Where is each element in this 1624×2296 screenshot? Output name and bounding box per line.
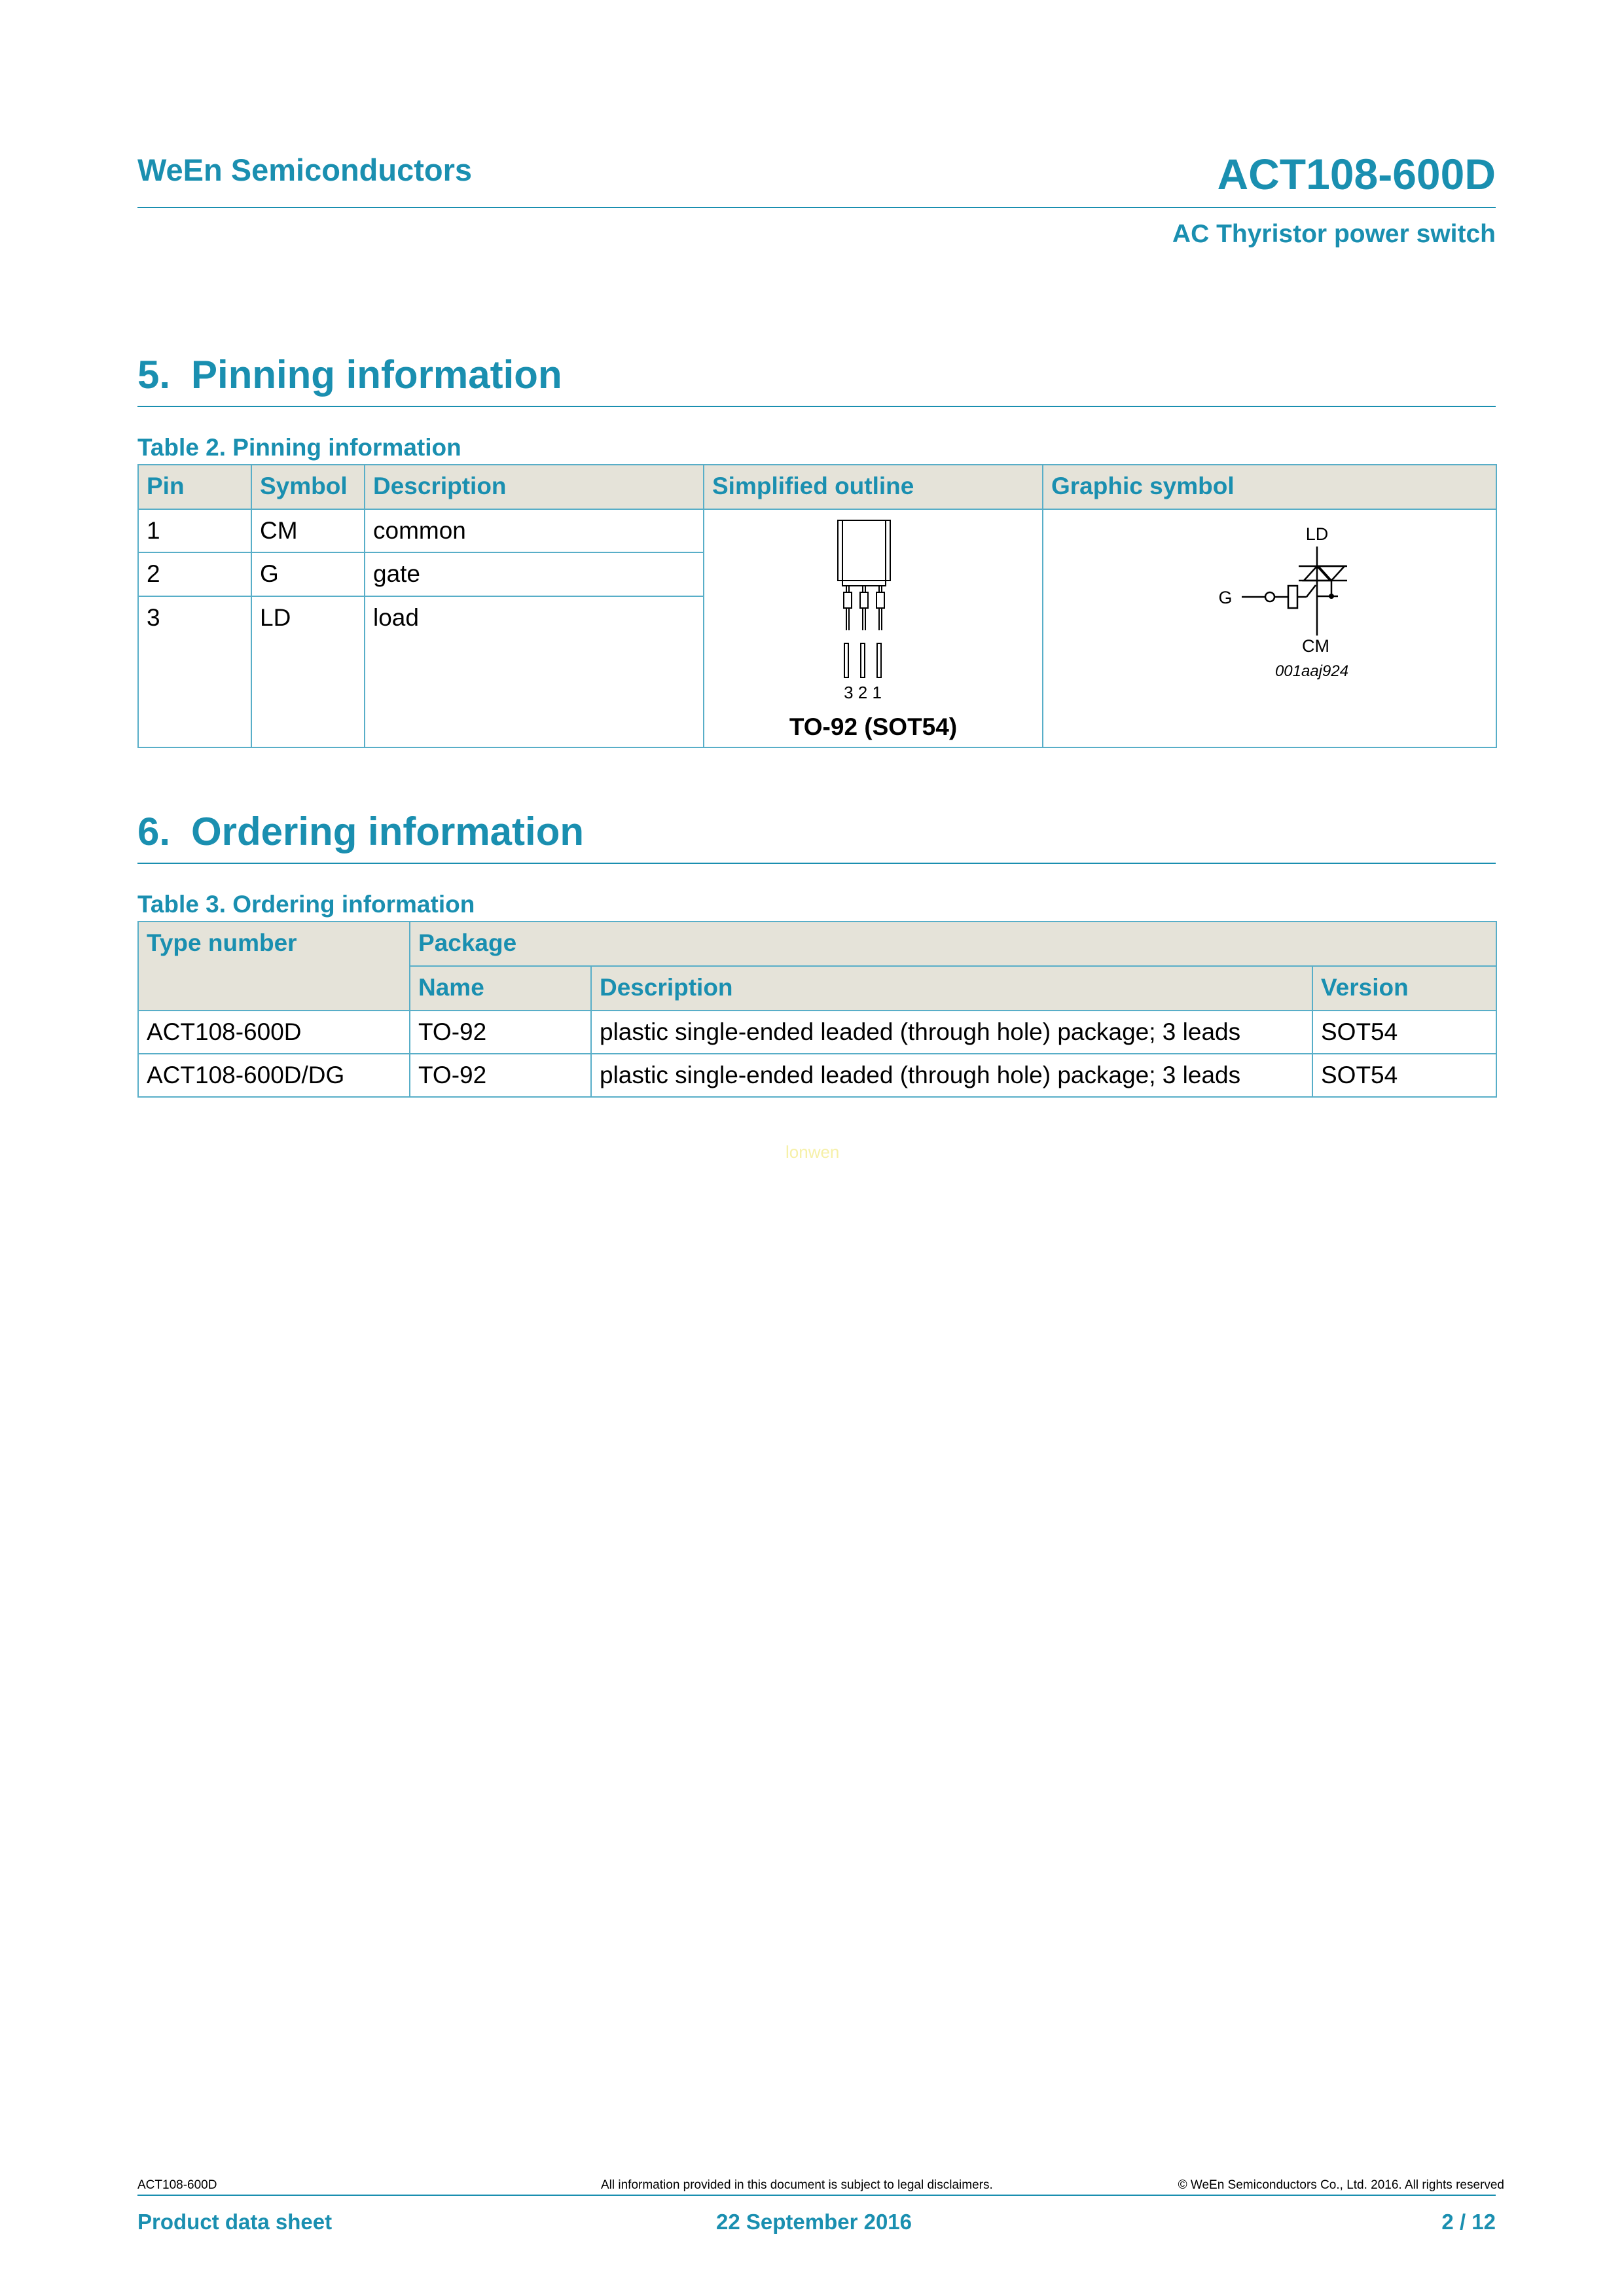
version-cell: SOT54 xyxy=(1312,1011,1496,1054)
outline-figure-cell xyxy=(704,509,1043,747)
section-5-title xyxy=(137,352,562,397)
col-description: Description xyxy=(365,465,704,509)
package-description-cell: plastic single-ended leaded (through hole) package; 3 leads xyxy=(591,1054,1312,1097)
footer-date: 22 September 2016 xyxy=(716,2210,912,2234)
table-row xyxy=(138,509,1496,552)
symbol-cell: CM xyxy=(251,509,365,552)
footer-page-number: 2 / 12 xyxy=(1441,2210,1496,2234)
table-2-caption: Table 2. Pinning information xyxy=(137,434,461,461)
section-6-rule xyxy=(137,863,1496,864)
pin-numbers: 3 2 1 xyxy=(844,683,882,702)
pin-cell: 2 xyxy=(138,552,251,596)
footer-doc-type: Product data sheet xyxy=(137,2210,333,2234)
section-6-heading: Ordering information xyxy=(191,810,584,853)
company-name: WeEn Semiconductors xyxy=(137,152,473,187)
pin-cell: 3 xyxy=(138,596,251,747)
pin-cell: 1 xyxy=(138,509,251,552)
package-description-cell: plastic single-ended leaded (through hole) package; 3 leads xyxy=(591,1011,1312,1054)
thyristor-symbol-icon xyxy=(1200,519,1358,689)
package-name-cell: TO-92 xyxy=(410,1054,591,1097)
watermark: lonwen xyxy=(785,1142,840,1162)
symbol-cell: LD xyxy=(251,596,365,747)
col-pkg-description: Description xyxy=(591,966,1312,1011)
symbol-cell: G xyxy=(251,552,365,596)
section-5-heading: Pinning information xyxy=(191,353,562,397)
section-5-rule xyxy=(137,406,1496,407)
col-graphic-symbol: Graphic symbol xyxy=(1043,465,1496,509)
col-pin: Pin xyxy=(138,465,251,509)
package-name-cell: TO-92 xyxy=(410,1011,591,1054)
col-symbol: Symbol xyxy=(251,465,365,509)
footer-disclaimer: All information provided in this document is subject to legal disclaimers. xyxy=(601,2178,993,2192)
type-number-cell: ACT108-600D xyxy=(138,1011,410,1054)
cm-terminal-label: CM xyxy=(1302,636,1329,656)
col-simplified-outline: Simplified outline xyxy=(704,465,1043,509)
pinning-table xyxy=(137,464,1497,748)
section-6-title xyxy=(137,809,584,854)
col-package: Package xyxy=(410,922,1496,966)
col-version: Version xyxy=(1312,966,1496,1011)
ordering-header-row xyxy=(138,922,1496,966)
figure-code: 001aaj924 xyxy=(1274,662,1349,680)
version-cell: SOT54 xyxy=(1312,1054,1496,1097)
footer-doc-id: ACT108-600D xyxy=(137,2178,217,2192)
col-type-number: Type number xyxy=(138,922,410,1011)
ld-terminal-label: LD xyxy=(1305,524,1329,544)
document-subtitle: AC Thyristor power switch xyxy=(1172,220,1496,248)
to92-outline-drawing xyxy=(828,519,920,709)
ordering-table xyxy=(137,921,1497,1098)
description-cell: gate xyxy=(365,552,704,596)
footer-copyright: © WeEn Semiconductors Co., Ltd. 2016. All rights reserved xyxy=(1178,2178,1504,2192)
col-name: Name xyxy=(410,966,591,1011)
section-5-number: 5. xyxy=(137,353,171,397)
pinning-header-row xyxy=(138,465,1496,509)
header-rule xyxy=(137,207,1496,208)
gate-terminal-label: G xyxy=(1218,588,1233,607)
table-row xyxy=(138,1011,1496,1054)
graphic-symbol-cell xyxy=(1043,509,1496,747)
table-row xyxy=(138,1054,1496,1097)
footer-rule xyxy=(137,2195,1496,2196)
description-cell: common xyxy=(365,509,704,552)
description-cell: load xyxy=(365,596,704,747)
type-number-cell: ACT108-600D/DG xyxy=(138,1054,410,1097)
table-3-caption: Table 3. Ordering information xyxy=(137,891,475,918)
section-6-number: 6. xyxy=(137,810,171,853)
document-number: ACT108-600D xyxy=(1217,150,1496,198)
package-label: TO-92 (SOT54) xyxy=(789,713,958,740)
